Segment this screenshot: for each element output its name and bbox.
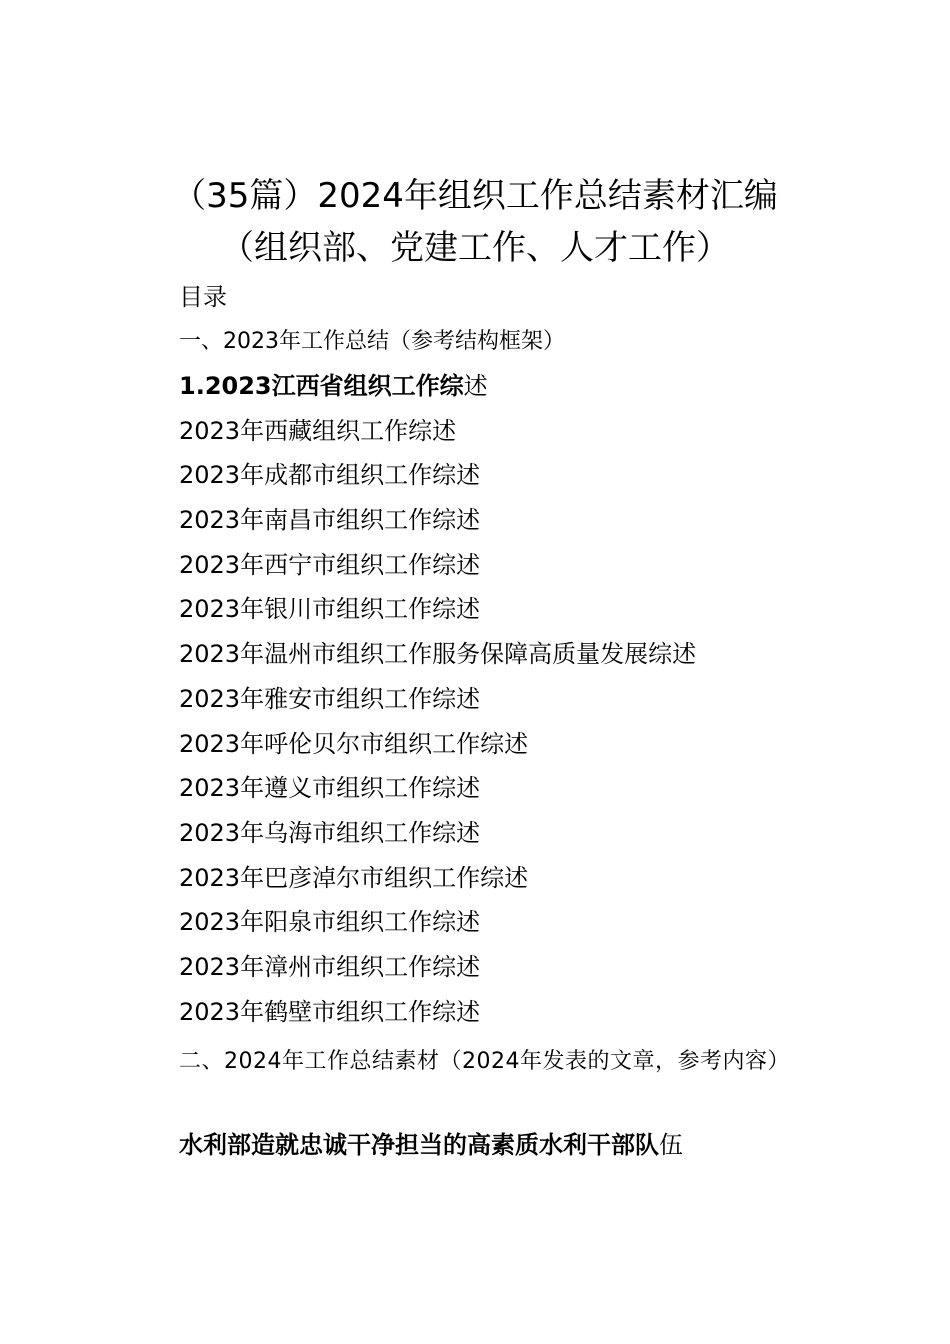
document-title-line-2: （组织部、党建工作、人才工作） — [220, 228, 730, 268]
toc-item — [179, 816, 696, 861]
toc-item-text: 2023年南昌市组织工作综述 — [179, 506, 481, 535]
toc-item — [179, 771, 696, 816]
article-title-text: 水利部造就忠诚干净担当的高素质水利干部队 — [179, 1131, 659, 1159]
section-heading-1: 一、2023年工作总结（参考结构框架） — [179, 329, 565, 354]
toc-item — [179, 548, 696, 593]
toc-item — [179, 995, 696, 1040]
article-title — [179, 1128, 683, 1162]
toc-item — [179, 861, 696, 906]
toc-item-text: 2023年鹤壁市组织工作综述 — [179, 997, 481, 1026]
toc-item-text: 2023年巴彦淖尔市组织工作综述 — [179, 863, 529, 892]
toc-item-text: 2023年温州市组织工作服务保障高质量发展综述 — [179, 640, 697, 669]
toc-item-text: 1.2023江西省组织工作综 — [179, 372, 464, 400]
toc-item — [179, 414, 696, 459]
toc-item — [179, 369, 696, 414]
section-heading-2: 二、2024年工作总结素材（2024年发表的文章，参考内容） — [179, 1049, 790, 1074]
toc-item-text: 2023年成都市组织工作综述 — [179, 461, 481, 490]
toc-item — [179, 950, 696, 995]
toc-item-text: 2023年阳泉市组织工作综述 — [179, 908, 481, 937]
toc-item — [179, 458, 696, 503]
toc-item — [179, 682, 696, 727]
toc-item-text: 2023年银川市组织工作综述 — [179, 595, 481, 624]
toc-item — [179, 592, 696, 637]
toc-item — [179, 727, 696, 772]
toc-item-text: 2023年呼伦贝尔市组织工作综述 — [179, 729, 529, 758]
toc-item-text: 2023年漳州市组织工作综述 — [179, 952, 481, 981]
toc-item — [179, 503, 696, 548]
toc-item-text: 2023年西藏组织工作综述 — [179, 416, 457, 445]
toc-item-text-tail: 述 — [463, 372, 488, 400]
toc-item-text: 2023年遵义市组织工作综述 — [179, 774, 481, 803]
toc-item-text: 2023年乌海市组织工作综述 — [179, 818, 481, 847]
article-title-text-tail: 伍 — [659, 1131, 683, 1159]
document-title-line-1: （35篇）2024年组织工作总结素材汇编 — [172, 176, 778, 216]
toc-item — [179, 637, 696, 682]
toc-list — [179, 369, 696, 1039]
toc-item — [179, 905, 696, 950]
toc-heading: 目录 — [179, 283, 227, 311]
toc-item-text: 2023年西宁市组织工作综述 — [179, 550, 481, 579]
toc-item-text: 2023年雅安市组织工作综述 — [179, 684, 481, 713]
